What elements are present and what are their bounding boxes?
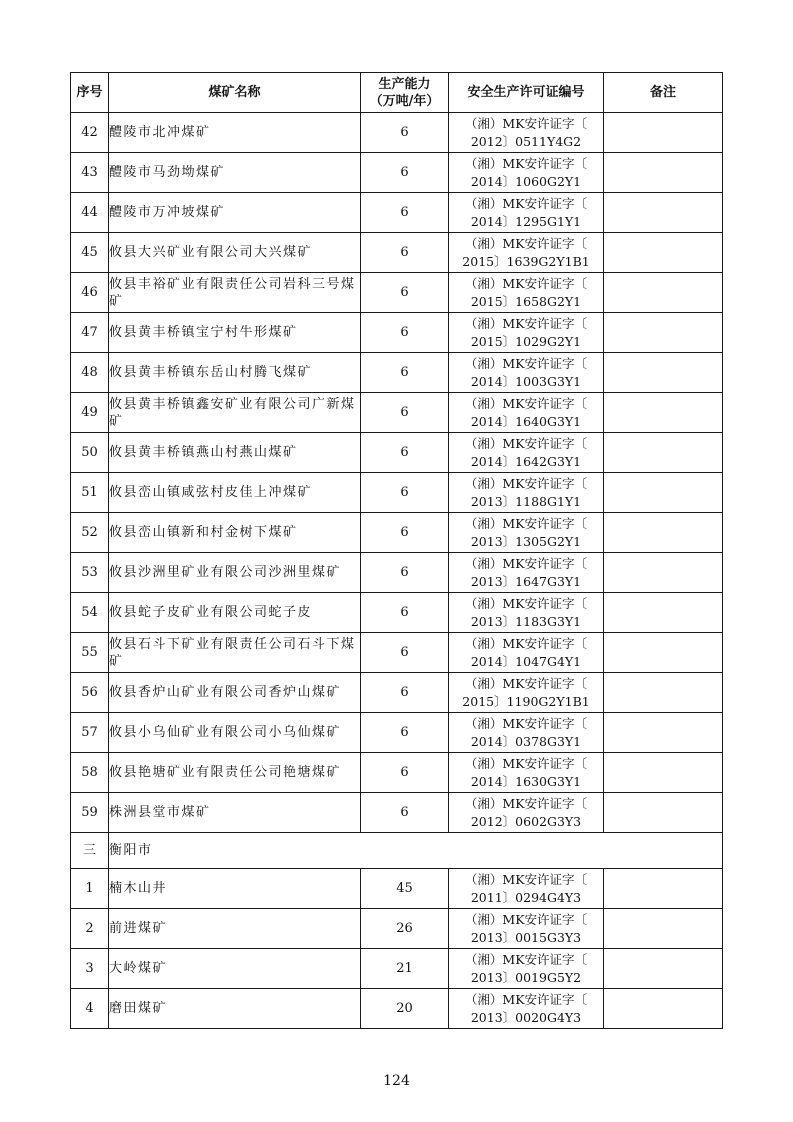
row-capacity: 20 (361, 989, 449, 1029)
row-capacity: 26 (361, 909, 449, 949)
row-no: 45 (71, 233, 109, 273)
row-remark (604, 593, 723, 633)
row-remark (604, 633, 723, 673)
row-license (449, 553, 604, 593)
row-license (449, 353, 604, 393)
header-license: 安全生产许可证编号 (449, 73, 604, 113)
header-capacity-line1: 生产能力 (378, 76, 431, 92)
table-section (71, 833, 723, 869)
row-license-line2: 2013〕0015G3Y3 (470, 929, 582, 945)
row-license-line2: 2014〕1295G1Y1 (470, 213, 582, 229)
row-license-line1: （湘）MK安许证字〔 (464, 635, 588, 651)
table-row (71, 553, 723, 593)
table-row (71, 989, 723, 1029)
row-capacity: 6 (361, 673, 449, 713)
row-mine-name: 楠木山井 (109, 869, 361, 909)
row-remark (604, 909, 723, 949)
row-license-line2: 2014〕1003G3Y1 (470, 373, 582, 389)
row-license-line2: 2013〕0020G4Y3 (470, 1009, 582, 1025)
table-row (71, 513, 723, 553)
row-no: 48 (71, 353, 109, 393)
row-mine-name: 攸县峦山镇咸弦村皮佳上冲煤矿 (109, 473, 361, 513)
row-license-line2: 2014〕1060G2Y1 (470, 173, 582, 189)
row-mine-name: 株洲县堂市煤矿 (109, 793, 361, 833)
row-capacity: 6 (361, 633, 449, 673)
table-row (71, 909, 723, 949)
row-license-line1: （湘）MK安许证字〔 (464, 795, 588, 811)
table-row (71, 193, 723, 233)
row-no: 43 (71, 153, 109, 193)
row-no: 54 (71, 593, 109, 633)
row-mine-name: 攸县黄丰桥镇鑫安矿业有限公司广新煤矿 (109, 393, 361, 433)
table-row (71, 113, 723, 153)
row-capacity: 6 (361, 153, 449, 193)
row-mine-name: 攸县蛇子皮矿业有限公司蛇子皮 (109, 593, 361, 633)
row-license (449, 513, 604, 553)
row-remark (604, 989, 723, 1029)
table-row (71, 433, 723, 473)
row-license-line1: （湘）MK安许证字〔 (464, 911, 588, 927)
row-remark (604, 553, 723, 593)
row-no: 57 (71, 713, 109, 753)
row-mine-name: 前进煤矿 (109, 909, 361, 949)
row-license-line2: 2013〕1188G1Y1 (470, 493, 582, 509)
row-mine-name: 攸县峦山镇新和村金树下煤矿 (109, 513, 361, 553)
row-license-line1: （湘）MK安许证字〔 (464, 595, 588, 611)
row-license-line2: 2011〕0294G4Y3 (470, 889, 582, 905)
row-mine-name: 攸县艳塘矿业有限责任公司艳塘煤矿 (109, 753, 361, 793)
row-license (449, 989, 604, 1029)
row-remark (604, 193, 723, 233)
row-license-line2: 2014〕0378G3Y1 (470, 733, 582, 749)
row-license-line1: （湘）MK安许证字〔 (464, 195, 588, 211)
row-capacity: 6 (361, 273, 449, 313)
table-row (71, 633, 723, 673)
row-mine-name: 攸县丰裕矿业有限责任公司岩科三号煤矿 (109, 273, 361, 313)
row-license (449, 113, 604, 153)
row-mine-name: 攸县小乌仙矿业有限公司小乌仙煤矿 (109, 713, 361, 753)
row-license-line1: （湘）MK安许证字〔 (464, 475, 588, 491)
row-mine-name: 醴陵市万冲坡煤矿 (109, 193, 361, 233)
row-license-line1: （湘）MK安许证字〔 (464, 871, 588, 887)
row-mine-name: 攸县黄丰桥镇东岳山村腾飞煤矿 (109, 353, 361, 393)
row-license-line2: 2015〕1190G2Y1B1 (462, 693, 590, 709)
row-license-line1: （湘）MK安许证字〔 (464, 951, 588, 967)
header-no: 序号 (71, 73, 109, 113)
row-license (449, 433, 604, 473)
table-row (71, 713, 723, 753)
table-header-row (71, 73, 723, 113)
row-mine-name: 攸县黄丰桥镇燕山村燕山煤矿 (109, 433, 361, 473)
row-capacity: 21 (361, 949, 449, 989)
table-row (71, 869, 723, 909)
row-no: 51 (71, 473, 109, 513)
header-name: 煤矿名称 (109, 73, 361, 113)
table-row (71, 233, 723, 273)
row-mine-name: 醴陵市马劲坳煤矿 (109, 153, 361, 193)
row-license (449, 793, 604, 833)
row-mine-name: 攸县沙洲里矿业有限公司沙洲里煤矿 (109, 553, 361, 593)
row-no: 49 (71, 393, 109, 433)
row-capacity: 6 (361, 433, 449, 473)
row-no: 56 (71, 673, 109, 713)
row-license (449, 393, 604, 433)
row-no: 50 (71, 433, 109, 473)
section-row (71, 833, 723, 869)
row-capacity: 6 (361, 553, 449, 593)
row-license (449, 193, 604, 233)
row-license-line1: （湘）MK安许证字〔 (464, 115, 588, 131)
table-row (71, 313, 723, 353)
row-capacity: 6 (361, 353, 449, 393)
row-license (449, 713, 604, 753)
table-body-hengyang (71, 869, 723, 1029)
row-license-line1: （湘）MK安许证字〔 (464, 275, 588, 291)
row-no: 46 (71, 273, 109, 313)
row-no: 42 (71, 113, 109, 153)
table-row (71, 753, 723, 793)
section-name: 衡阳市 (109, 833, 723, 869)
header-remark: 备注 (604, 73, 723, 113)
table-row (71, 273, 723, 313)
row-capacity: 45 (361, 869, 449, 909)
table-row (71, 353, 723, 393)
table-row (71, 473, 723, 513)
row-no: 44 (71, 193, 109, 233)
row-remark (604, 393, 723, 433)
row-no: 58 (71, 753, 109, 793)
row-no: 53 (71, 553, 109, 593)
row-no: 4 (71, 989, 109, 1029)
row-license (449, 273, 604, 313)
row-license-line1: （湘）MK安许证字〔 (464, 755, 588, 771)
table-row (71, 793, 723, 833)
row-license (449, 633, 604, 673)
row-remark (604, 353, 723, 393)
header-capacity-line2: （万吨/年） (369, 93, 440, 109)
row-license-line2: 2012〕0511Y4G2 (470, 133, 582, 149)
row-license-line2: 2015〕1639G2Y1B1 (462, 253, 590, 269)
row-mine-name: 攸县大兴矿业有限公司大兴煤矿 (109, 233, 361, 273)
row-remark (604, 673, 723, 713)
row-license-line2: 2014〕1640G3Y1 (470, 413, 582, 429)
row-license-line2: 2014〕1642G3Y1 (470, 453, 582, 469)
row-mine-name: 醴陵市北冲煤矿 (109, 113, 361, 153)
page-number: 124 (383, 1073, 410, 1089)
row-mine-name: 大岭煤矿 (109, 949, 361, 989)
row-license-line1: （湘）MK安许证字〔 (464, 715, 588, 731)
row-capacity: 6 (361, 233, 449, 273)
row-no: 52 (71, 513, 109, 553)
row-license-line1: （湘）MK安许证字〔 (464, 155, 588, 171)
row-capacity: 6 (361, 753, 449, 793)
row-capacity: 6 (361, 313, 449, 353)
table-row (71, 593, 723, 633)
row-license-line2: 2015〕1658G2Y1 (470, 293, 582, 309)
row-no: 55 (71, 633, 109, 673)
row-license-line1: （湘）MK安许证字〔 (464, 991, 588, 1007)
row-license-line1: （湘）MK安许证字〔 (464, 675, 588, 691)
row-remark (604, 433, 723, 473)
table-row (71, 673, 723, 713)
row-no: 3 (71, 949, 109, 989)
row-no: 59 (71, 793, 109, 833)
row-license-line2: 2012〕0602G3Y3 (470, 813, 582, 829)
row-license (449, 753, 604, 793)
row-license (449, 909, 604, 949)
coal-mine-table (70, 72, 723, 1029)
row-license-line2: 2014〕1630G3Y1 (470, 773, 582, 789)
row-license (449, 949, 604, 989)
row-capacity: 6 (361, 113, 449, 153)
row-license (449, 869, 604, 909)
row-license-line2: 2014〕1047G4Y1 (470, 653, 582, 669)
row-capacity: 6 (361, 713, 449, 753)
row-capacity: 6 (361, 473, 449, 513)
row-license (449, 473, 604, 513)
row-license-line2: 2013〕1305G2Y1 (470, 533, 582, 549)
row-license (449, 673, 604, 713)
row-mine-name: 磨田煤矿 (109, 989, 361, 1029)
row-remark (604, 793, 723, 833)
row-no: 1 (71, 869, 109, 909)
row-capacity: 6 (361, 593, 449, 633)
row-license-line1: （湘）MK安许证字〔 (464, 555, 588, 571)
row-no: 47 (71, 313, 109, 353)
row-license-line2: 2013〕1647G3Y1 (470, 573, 582, 589)
row-license-line1: （湘）MK安许证字〔 (464, 435, 588, 451)
table-row (71, 949, 723, 989)
row-remark (604, 513, 723, 553)
row-remark (604, 273, 723, 313)
row-capacity: 6 (361, 193, 449, 233)
row-remark (604, 869, 723, 909)
row-remark (604, 233, 723, 273)
row-capacity: 6 (361, 513, 449, 553)
header-capacity (361, 73, 449, 113)
row-remark (604, 753, 723, 793)
table-row (71, 393, 723, 433)
row-remark (604, 713, 723, 753)
row-license-line1: （湘）MK安许证字〔 (464, 315, 588, 331)
section-no: 三 (71, 833, 109, 869)
row-remark (604, 153, 723, 193)
row-remark (604, 949, 723, 989)
row-license-line1: （湘）MK安许证字〔 (464, 235, 588, 251)
row-license-line1: （湘）MK安许证字〔 (464, 515, 588, 531)
row-license-line2: 2013〕1183G3Y1 (470, 613, 582, 629)
row-license (449, 233, 604, 273)
row-remark (604, 113, 723, 153)
row-remark (604, 313, 723, 353)
row-mine-name: 攸县黄丰桥镇宝宁村牛形煤矿 (109, 313, 361, 353)
table-row (71, 153, 723, 193)
row-no: 2 (71, 909, 109, 949)
row-license-line2: 2013〕0019G5Y2 (470, 969, 582, 985)
row-capacity: 6 (361, 393, 449, 433)
row-license-line2: 2015〕1029G2Y1 (470, 333, 582, 349)
row-license-line1: （湘）MK安许证字〔 (464, 395, 588, 411)
row-license (449, 153, 604, 193)
row-license-line1: （湘）MK安许证字〔 (464, 355, 588, 371)
row-mine-name: 攸县香炉山矿业有限公司香炉山煤矿 (109, 673, 361, 713)
row-remark (604, 473, 723, 513)
row-capacity: 6 (361, 793, 449, 833)
table-body-zhuzhou (71, 113, 723, 833)
row-license (449, 313, 604, 353)
row-license (449, 593, 604, 633)
row-mine-name: 攸县石斗下矿业有限责任公司石斗下煤矿 (109, 633, 361, 673)
